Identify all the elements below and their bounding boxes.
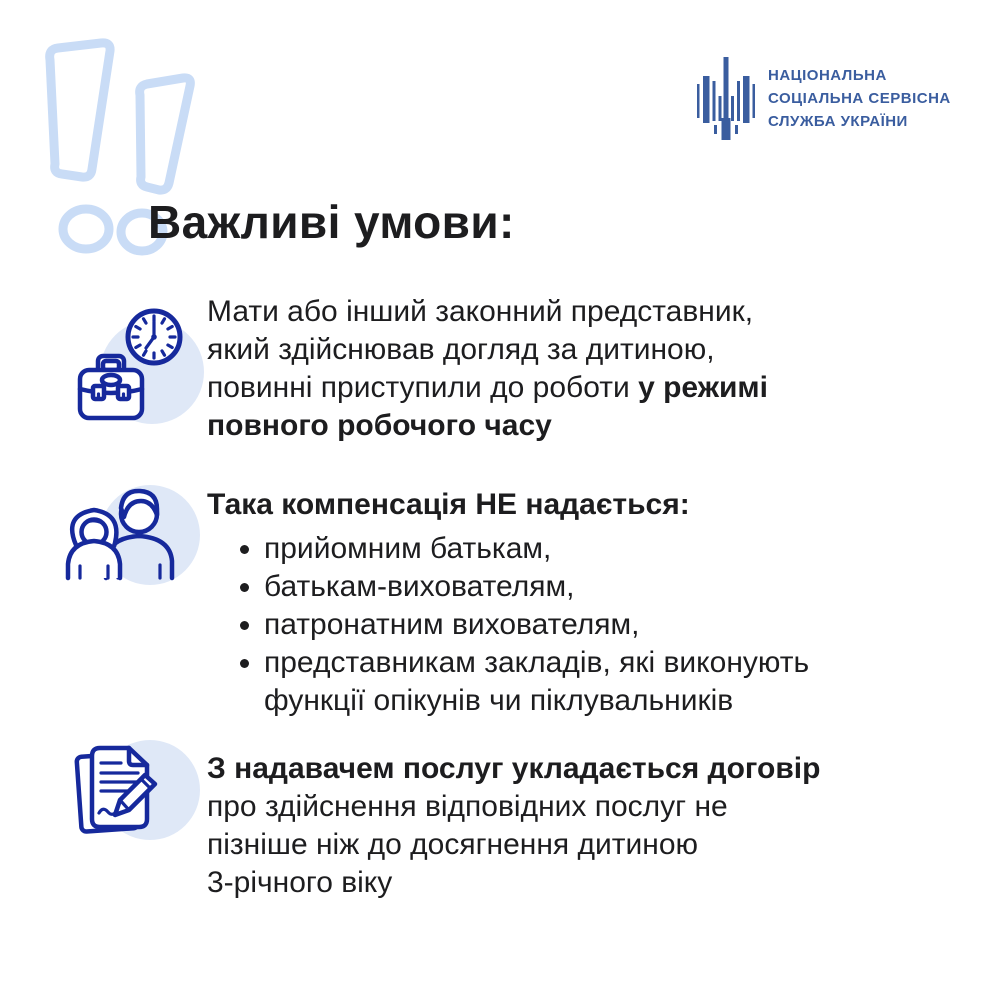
text-line: повного робочого часу — [207, 409, 552, 442]
text-line: пізніше ніж до досягнення дитиною — [207, 828, 699, 861]
exclamation-mark-small — [140, 78, 191, 190]
org-name-line: НАЦІОНАЛЬНА — [768, 67, 887, 84]
org-name-line: СОЦІАЛЬНА СЕРВІСНА — [768, 90, 951, 107]
list-item: • прийомним батькам, — [264, 530, 847, 568]
list-item: • батькам-вихователям, — [264, 568, 847, 606]
text-line: 3-річного віку — [207, 866, 393, 899]
org-name — [768, 64, 951, 133]
section-contract — [207, 750, 820, 902]
tryzub-logo-icon — [697, 56, 755, 141]
text-line: який здійснював догляд за дитиною, — [207, 333, 715, 366]
briefcase-clock-icon — [70, 292, 215, 437]
text-line: повинні приступили до роботи у режимі — [207, 371, 768, 404]
org-logo — [697, 56, 951, 141]
list-item: • патронатним вихователям, — [264, 606, 847, 644]
exclamation-dot-large — [63, 209, 109, 249]
section-heading: Така компенсація НЕ надається: — [207, 488, 690, 521]
section-work-schedule — [207, 293, 768, 445]
contract-pencil-icon — [55, 730, 205, 865]
exclamation-mark-large — [50, 43, 110, 177]
parents-icon — [50, 477, 200, 607]
exclusion-list — [207, 530, 847, 720]
text-line: Мати або інший законний представник, — [207, 295, 754, 328]
org-name-line: СЛУЖБА УКРАЇНИ — [768, 113, 908, 130]
page-title: Важливі умови: — [148, 196, 515, 248]
list-item: • представникам закладів, які виконують функції опікунів чи піклувальників — [264, 644, 847, 720]
section-compensation-exclusions — [207, 486, 847, 720]
text-line: З надавачем послуг укладається договір — [207, 752, 821, 785]
text-line: про здійснення відповідних послуг не — [207, 790, 728, 823]
